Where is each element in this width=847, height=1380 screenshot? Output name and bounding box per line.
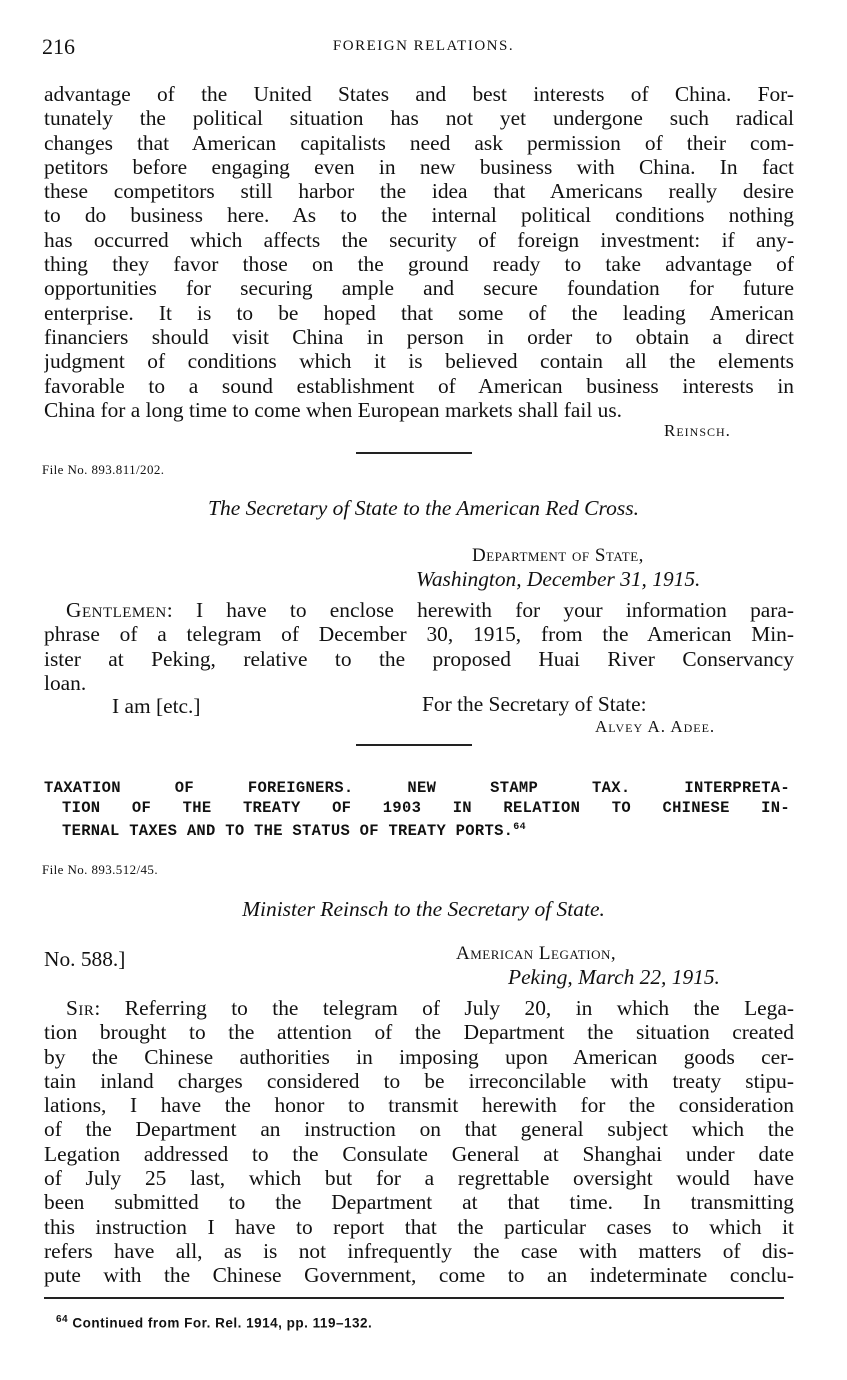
- text-line: financiers should visit China in person in order to obtain a direct: [44, 324, 794, 349]
- document-title: Minister Reinsch to the Secretary of State.: [242, 897, 605, 921]
- text-line: these competitors still harbor the idea that Americans really desire: [44, 179, 794, 204]
- text-line: of the Department an instruction on that general subject which the: [44, 1117, 794, 1142]
- text-fragment: : Referring to the telegram of July 20, in which the Lega-: [94, 996, 794, 1020]
- dispatch-number: No. 588.]: [44, 947, 126, 971]
- section-divider: [356, 744, 472, 746]
- text-line: thing they favor those on the ground ready to take advantage of: [44, 252, 794, 277]
- salutation: Sir: [66, 996, 95, 1020]
- text-line: pute with the Chinese Government, come to an indeterminate conclu-: [44, 1263, 794, 1288]
- heading-line: TION OF THE TREATY OF 1903 IN RELATION TO CHINESE IN-: [62, 799, 790, 817]
- text-line: refers have all, as is not infrequently the case with matters of dis-: [44, 1238, 794, 1263]
- document-title: The Secretary of State to the American Red Cross.: [208, 496, 639, 520]
- signature-adee: Alvey A. Adee.: [595, 717, 716, 736]
- text-line: advantage of the United States and best interests of China. For-: [44, 82, 794, 106]
- text-line: Legation addressed to the Consulate General at Shanghai under date: [44, 1141, 794, 1166]
- text-line: to do business here. As to the internal political conditions nothing: [44, 203, 794, 228]
- dateline-office: American Legation,: [456, 943, 617, 964]
- text-line: ister at Peking, relative to the proposed Huai River Conservancy: [44, 646, 794, 671]
- heading-text: TERNAL TAXES AND TO THE STATUS OF TREATY PORTS.: [62, 822, 514, 838]
- text-line: loan.: [44, 670, 87, 695]
- footnote-marker: 64: [56, 1314, 69, 1325]
- text-line: by the Chinese authorities in imposing upon American goods cer-: [44, 1044, 794, 1069]
- text-line: [44, 996, 794, 1020]
- complimentary-close: I am [etc.]: [112, 694, 201, 718]
- footnote-text: Continued from For. Rel. 1914, pp. 119–132.: [72, 1315, 373, 1331]
- text-line: China for a long time to come when European markets shall fail us.: [44, 397, 622, 422]
- text-line: tunately the political situation has not yet undergone such radical: [44, 106, 794, 131]
- footnote-reference: 64: [513, 822, 526, 833]
- footnote-rule: [44, 1297, 784, 1299]
- text-line: of July 25 last, which but for a regrettable oversight would have: [44, 1166, 794, 1191]
- text-line: been submitted to the Department at that time. In transmitting: [44, 1190, 794, 1215]
- salutation: Gentlemen: [66, 598, 167, 622]
- text-line: [44, 598, 794, 622]
- text-line: phrase of a telegram of December 30, 1915, from the American Min-: [44, 622, 794, 647]
- signature-reinsch: Reinsch.: [664, 421, 731, 440]
- text-line: this instruction I have to report that the particular cases to which it: [44, 1214, 794, 1239]
- running-head: FOREIGN RELATIONS.: [332, 38, 515, 54]
- file-number: File No. 893.811/202.: [42, 462, 165, 477]
- dateline-office: Department of State,: [472, 545, 644, 566]
- dateline-place-date: Washington, December 31, 1915.: [416, 567, 701, 591]
- text-line: opportunities for securing ample and secure foundation for future: [44, 276, 794, 301]
- heading-line: [44, 818, 790, 838]
- letter-body: [44, 598, 794, 695]
- section-heading: [44, 778, 790, 838]
- heading-line: TAXATION OF FOREIGNERS. NEW STAMP TAX. INTERPRETA-: [44, 779, 790, 797]
- text-line: petitors before engaging even in new business with China. In fact: [44, 154, 794, 179]
- text-line: judgment of conditions which it is believed contain all the elements: [44, 349, 794, 374]
- dispatch-body: [44, 996, 794, 1288]
- page-number: 216: [42, 34, 75, 59]
- text-line: tain inland charges considered to be irreconcilable with treaty stipu-: [44, 1068, 794, 1093]
- section-divider: [356, 452, 472, 454]
- dateline-place-date: Peking, March 22, 1915.: [508, 965, 720, 989]
- file-number: File No. 893.512/45.: [42, 862, 158, 877]
- text-line: enterprise. It is to be hoped that some of the leading American: [44, 300, 794, 325]
- text-fragment: : I have to enclose herewith for your information para-: [166, 598, 794, 622]
- for-the-secretary: For the Secretary of State:: [422, 692, 647, 716]
- text-line: favorable to a sound establishment of American business interests in: [44, 373, 794, 398]
- footnote: [56, 1314, 372, 1331]
- text-line: has occurred which affects the security of foreign investment: if any-: [44, 227, 794, 252]
- text-line: lations, I have the honor to transmit herewith for the consideration: [44, 1093, 794, 1118]
- letter-continuation-body: [44, 82, 794, 422]
- text-line: tion brought to the attention of the Department the situation created: [44, 1020, 794, 1045]
- text-line: changes that American capitalists need ask permission of their com-: [44, 130, 794, 155]
